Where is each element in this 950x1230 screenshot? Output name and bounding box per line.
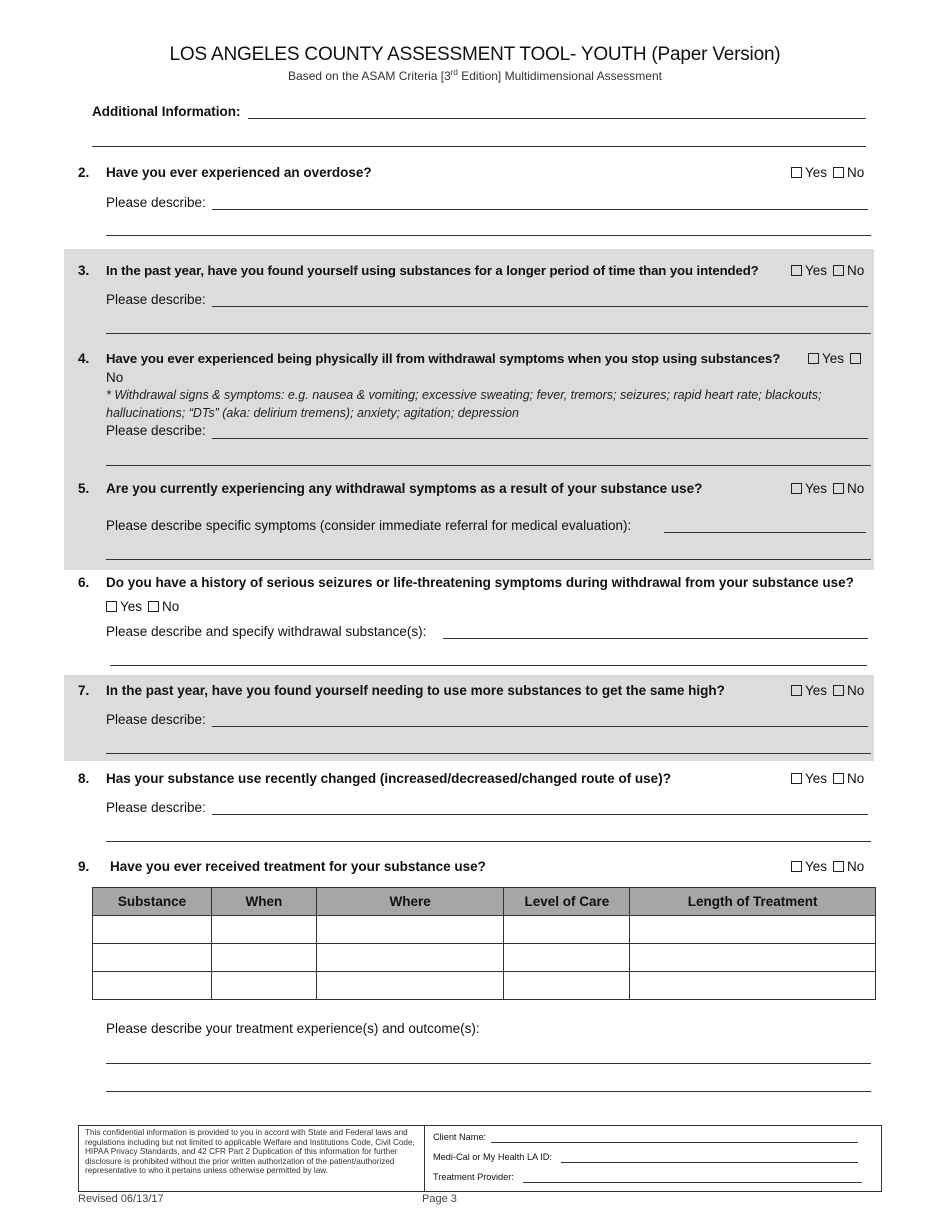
table-cell[interactable] bbox=[630, 972, 876, 1000]
column-header-substance: Substance bbox=[93, 888, 212, 916]
table-row bbox=[93, 944, 876, 972]
table-cell[interactable] bbox=[630, 916, 876, 944]
table-cell[interactable] bbox=[211, 916, 316, 944]
yes-checkbox[interactable] bbox=[791, 167, 802, 178]
no-checkbox[interactable] bbox=[850, 353, 861, 364]
table-row bbox=[93, 972, 876, 1000]
question-4-answer-line-2[interactable] bbox=[106, 465, 871, 466]
client-name-line[interactable] bbox=[491, 1142, 858, 1143]
question-5-describe-label: Please describe specific symptoms (consider immediate referral for medical evaluation): bbox=[106, 518, 632, 533]
question-8-answer-line-1[interactable] bbox=[212, 814, 868, 815]
treatment-experience-line-1[interactable] bbox=[106, 1063, 871, 1064]
table-cell[interactable] bbox=[316, 916, 504, 944]
question-6-options: Yes No bbox=[106, 599, 179, 614]
table-row bbox=[93, 916, 876, 944]
additional-info-label: Additional Information: bbox=[92, 104, 241, 119]
question-2-describe-label: Please describe: bbox=[106, 195, 206, 210]
question-6-answer-line-2[interactable] bbox=[110, 665, 867, 666]
page-number: Page 3 bbox=[422, 1193, 457, 1205]
no-checkbox[interactable] bbox=[833, 265, 844, 276]
question-6-answer-line-1[interactable] bbox=[443, 638, 868, 639]
question-7-text: In the past year, have you found yourself needing to use more substances to get the same high? bbox=[106, 683, 725, 698]
question-3-answer-line-2[interactable] bbox=[106, 333, 871, 334]
column-header-length-of-treatment: Length of Treatment bbox=[630, 888, 876, 916]
yes-checkbox[interactable] bbox=[106, 601, 117, 612]
yes-checkbox[interactable] bbox=[791, 265, 802, 276]
yes-checkbox[interactable] bbox=[791, 685, 802, 696]
withdrawal-symptoms-note: * Withdrawal signs & symptoms: e.g. nausea & vomiting; excessive sweating; fever, tremors; seizures; rapid heart rate; blackouts; hallucinations; “DTs” (aka: delirium tremens); anxiety; agitation; depression bbox=[106, 388, 822, 420]
question-8-describe-label: Please describe: bbox=[106, 800, 206, 815]
table-cell[interactable] bbox=[93, 916, 212, 944]
table-cell[interactable] bbox=[93, 972, 212, 1000]
question-3-options: Yes No bbox=[791, 263, 864, 278]
column-header-level-of-care: Level of Care bbox=[504, 888, 630, 916]
question-2-answer-line-1[interactable] bbox=[212, 209, 868, 210]
treatment-experience-line-2[interactable] bbox=[106, 1091, 871, 1092]
medi-cal-id-line[interactable] bbox=[561, 1162, 858, 1163]
document-title: LOS ANGELES COUNTY ASSESSMENT TOOL- YOUTH (Paper Version) bbox=[169, 44, 781, 65]
question-2-options: Yes No bbox=[791, 165, 864, 180]
question-4-answer-line-1[interactable] bbox=[212, 438, 868, 439]
treatment-experience-label: Please describe your treatment experience(s) and outcome(s): bbox=[106, 1021, 480, 1036]
client-name-label: Client Name: bbox=[433, 1132, 487, 1142]
treatment-history-table bbox=[92, 887, 876, 1000]
yes-checkbox[interactable] bbox=[791, 861, 802, 872]
question-3-answer-line-1[interactable] bbox=[212, 306, 868, 307]
table-cell[interactable] bbox=[316, 972, 504, 1000]
footer-box bbox=[78, 1125, 882, 1192]
question-2-answer-line-2[interactable] bbox=[106, 235, 871, 236]
yes-checkbox[interactable] bbox=[791, 773, 802, 784]
question-3-describe-label: Please describe: bbox=[106, 292, 206, 307]
document-subtitle: Based on the ASAM Criteria [3rd Edition] Multidimensional Assessment bbox=[288, 68, 662, 83]
column-header-where: Where bbox=[316, 888, 504, 916]
column-header-when: When bbox=[211, 888, 316, 916]
question-5-text: Are you currently experiencing any withdrawal symptoms as a result of your substance use? bbox=[106, 481, 703, 496]
treatment-provider-line[interactable] bbox=[523, 1182, 862, 1183]
question-7-answer-line-2[interactable] bbox=[106, 753, 871, 754]
revised-date: Revised 06/13/17 bbox=[78, 1193, 164, 1205]
question-4-no-label: No bbox=[106, 370, 124, 385]
table-cell[interactable] bbox=[93, 944, 212, 972]
question-4-describe-label: Please describe: bbox=[106, 423, 206, 438]
additional-info-line-1[interactable] bbox=[248, 118, 866, 119]
no-checkbox[interactable] bbox=[833, 773, 844, 784]
confidentiality-notice: This confidential information is provided to you in accord with State and Federal laws and regulations including but not limited to applicable Welfare and Institutions Code, Civil Code, HIPAA Privacy Standards, and 42 CFR Part 2 Duplication of this information for further disclosure is prohibited without the prior written authorization of the patient/authorized representative to who it pertains unless otherwise permitted by law. bbox=[79, 1126, 425, 1191]
additional-info-line-2[interactable] bbox=[92, 146, 866, 147]
yes-checkbox[interactable] bbox=[808, 353, 819, 364]
table-cell[interactable] bbox=[504, 972, 630, 1000]
table-cell[interactable] bbox=[630, 944, 876, 972]
question-5-answer-line-2[interactable] bbox=[106, 559, 871, 560]
question-4-text: Have you ever experienced being physically ill from withdrawal symptoms when you stop using substances? bbox=[106, 351, 781, 366]
question-3-text: In the past year, have you found yourself using substances for a longer period of time than you intended? bbox=[106, 263, 759, 278]
question-5-options: Yes No bbox=[791, 481, 864, 496]
no-checkbox[interactable] bbox=[148, 601, 159, 612]
no-checkbox[interactable] bbox=[833, 167, 844, 178]
question-6-text: Do you have a history of serious seizures or life-threatening symptoms during withdrawal from your substance use? bbox=[106, 575, 854, 590]
question-4-yes-option: Yes bbox=[808, 351, 864, 366]
table-cell[interactable] bbox=[316, 944, 504, 972]
question-5-answer-line-1[interactable] bbox=[664, 532, 866, 533]
table-cell[interactable] bbox=[211, 944, 316, 972]
question-9-text: Have you ever received treatment for your substance use? bbox=[110, 859, 486, 874]
question-8-text: Has your substance use recently changed (increased/decreased/changed route of use)? bbox=[106, 771, 671, 786]
table-cell[interactable] bbox=[211, 972, 316, 1000]
table-header-row bbox=[93, 888, 876, 916]
question-9-options: Yes No bbox=[791, 859, 864, 874]
question-8-answer-line-2[interactable] bbox=[106, 841, 871, 842]
question-8-options: Yes No bbox=[791, 771, 864, 786]
question-7-options: Yes No bbox=[791, 683, 864, 698]
table-cell[interactable] bbox=[504, 916, 630, 944]
no-checkbox[interactable] bbox=[833, 861, 844, 872]
table-cell[interactable] bbox=[504, 944, 630, 972]
yes-checkbox[interactable] bbox=[791, 483, 802, 494]
question-2-text: Have you ever experienced an overdose? bbox=[106, 165, 372, 180]
medi-cal-id-label: Medi-Cal or My Health LA ID: bbox=[433, 1152, 552, 1162]
treatment-provider-label: Treatment Provider: bbox=[433, 1172, 514, 1182]
no-checkbox[interactable] bbox=[833, 483, 844, 494]
question-7-describe-label: Please describe: bbox=[106, 712, 206, 727]
question-7-answer-line-1[interactable] bbox=[212, 726, 868, 727]
no-checkbox[interactable] bbox=[833, 685, 844, 696]
question-6-describe-label: Please describe and specify withdrawal substance(s): bbox=[106, 624, 427, 639]
